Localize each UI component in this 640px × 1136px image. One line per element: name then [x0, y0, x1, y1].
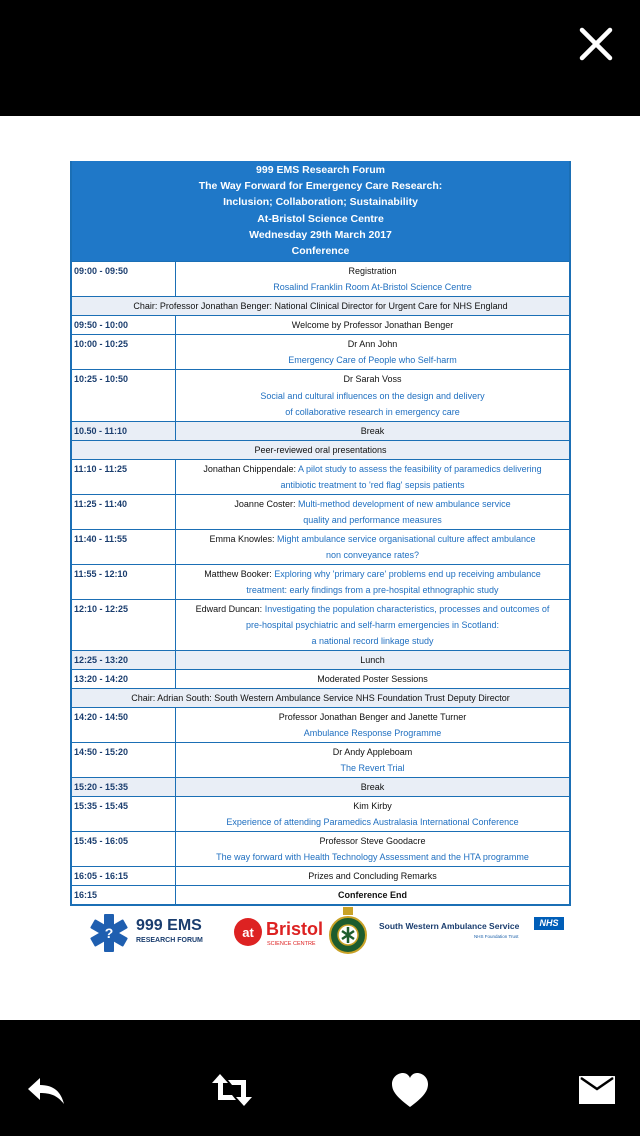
session-line	[180, 388, 565, 404]
session-time: 16:15	[72, 886, 176, 904]
session-details	[176, 670, 569, 688]
session-details	[176, 708, 569, 742]
svg-text:?: ?	[104, 925, 114, 941]
session-line	[180, 798, 565, 814]
table-row	[72, 564, 569, 599]
table-row	[72, 261, 569, 296]
session-time: 12:10 - 12:25	[72, 600, 176, 650]
session-line	[180, 279, 565, 295]
session-subtitle: Ambulance Response Programme	[303, 728, 442, 739]
session-title: Dr Ann John	[347, 339, 398, 350]
session-subtitle: The way forward with Health Technology Assessment and the HTA programme	[216, 852, 529, 863]
session-line	[180, 671, 565, 687]
session-details	[176, 797, 569, 831]
svg-text:at: at	[242, 925, 254, 940]
session-time: 10.50 - 11:10	[72, 422, 176, 440]
session-time: 16:05 - 16:15	[72, 867, 176, 885]
session-line	[180, 317, 565, 333]
session-line	[180, 352, 565, 368]
retweet-icon[interactable]	[210, 1070, 254, 1110]
header-line: Conference	[291, 245, 350, 258]
session-time: 15:20 - 15:35	[72, 778, 176, 796]
bristol-logo-text: Bristol	[266, 919, 324, 939]
session-line	[180, 512, 565, 528]
section-heading: Chair: Adrian South: South Western Ambulance Service NHS Foundation Trust Deputy Director	[131, 693, 510, 704]
session-title: Moderated Poster Sessions	[317, 674, 428, 685]
ems-logo-text: 999 EMS	[136, 917, 202, 934]
speaker-name: non conveyance rates?	[325, 550, 420, 561]
header-line: 999 EMS Research Forum	[256, 164, 385, 176]
section-heading: Peer-reviewed oral presentations	[254, 445, 387, 456]
session-line	[180, 652, 565, 668]
table-row	[72, 459, 569, 494]
session-line	[180, 814, 565, 830]
table-row	[72, 742, 569, 777]
session-title: Break	[360, 426, 385, 437]
at-sign-icon	[233, 917, 265, 947]
session-details	[176, 565, 569, 599]
session-time: 09:50 - 10:00	[72, 316, 176, 334]
session-line	[180, 496, 565, 512]
session-line	[180, 633, 565, 649]
session-details	[176, 778, 569, 796]
session-details	[176, 867, 569, 885]
speaker-name: antibiotic treatment to 'red flag' sepsis patients	[280, 480, 465, 491]
session-line	[180, 336, 565, 352]
ems-research-forum-logo	[86, 913, 216, 953]
session-subtitle: Experience of attending Paramedics Australasia International Conference	[226, 817, 519, 828]
session-details	[176, 335, 569, 369]
session-line	[180, 547, 565, 563]
table-row	[72, 777, 569, 796]
ems-logo-subtext: RESEARCH FORUM	[136, 937, 203, 944]
session-details	[176, 422, 569, 440]
session-details	[176, 651, 569, 669]
session-details	[176, 886, 569, 904]
session-line	[180, 617, 565, 633]
sponsor-logos	[86, 907, 566, 957]
session-details	[176, 316, 569, 334]
session-details	[176, 600, 569, 650]
session-time: 15:45 - 16:05	[72, 832, 176, 866]
session-time: 14:20 - 14:50	[72, 708, 176, 742]
session-subtitle: Emergency Care of People who Self-harm	[288, 355, 457, 366]
speaker-name: Matthew Booker:	[204, 569, 275, 580]
speaker-name: Joanne Coster:	[234, 499, 298, 510]
session-title: Professor Jonathan Benger and Janette Turner	[278, 712, 467, 723]
session-details	[176, 530, 569, 564]
session-details	[176, 370, 569, 421]
table-row	[72, 315, 569, 334]
bristol-logo-subtext: SCIENCE CENTRE	[267, 941, 316, 947]
session-time: 14:50 - 15:20	[72, 743, 176, 777]
top-bar	[0, 0, 640, 116]
session-line	[180, 709, 565, 725]
speaker-name: Emma Knowles:	[209, 534, 278, 545]
section-heading: Chair: Professor Jonathan Benger: National Clinical Director for Urgent Care for NHS England	[133, 301, 508, 312]
session-time: 11:10 - 11:25	[72, 460, 176, 494]
envelope-icon[interactable]	[575, 1070, 619, 1110]
session-time: 10:25 - 10:50	[72, 370, 176, 421]
star-of-life-icon	[86, 913, 132, 953]
session-title: Conference End	[337, 890, 407, 901]
session-time: 10:00 - 10:25	[72, 335, 176, 369]
session-time: 09:00 - 09:50	[72, 262, 176, 296]
programme-header	[72, 161, 569, 261]
action-bar	[0, 1020, 640, 1136]
table-row	[72, 650, 569, 669]
swas-logo-subtext: NHS Foundation Trust	[474, 934, 519, 939]
session-line	[180, 849, 565, 865]
close-icon[interactable]	[574, 22, 618, 66]
session-title: Dr Sarah Voss	[343, 374, 402, 385]
speaker-name: a national record linkage study	[311, 636, 434, 647]
session-line	[180, 887, 565, 903]
image-viewer	[0, 116, 640, 1020]
session-line	[180, 423, 565, 439]
talk-title: Investigating the population characteristics, processes and outcomes of	[264, 604, 550, 615]
session-line	[180, 779, 565, 795]
session-line	[180, 477, 565, 493]
session-line	[180, 868, 565, 884]
session-details	[176, 460, 569, 494]
table-row	[72, 334, 569, 369]
table-row	[72, 440, 569, 459]
table-row	[72, 688, 569, 707]
table-row	[72, 421, 569, 440]
table-row	[72, 885, 569, 904]
session-subtitle: The Revert Trial	[340, 763, 405, 774]
speaker-name: Jonathan Chippendale:	[203, 464, 298, 475]
table-row	[72, 831, 569, 866]
session-details	[176, 262, 569, 296]
session-line	[180, 461, 565, 477]
session-line	[180, 725, 565, 741]
session-line	[180, 833, 565, 849]
header-line: Wednesday 29th March 2017	[249, 228, 392, 241]
table-row	[72, 796, 569, 831]
table-row	[72, 866, 569, 885]
nhs-badge: NHS	[534, 917, 564, 930]
session-title: Kim Kirby	[353, 801, 392, 812]
at-bristol-logo	[233, 917, 325, 951]
session-title: Welcome by Professor Jonathan Benger	[291, 320, 454, 331]
session-title: Professor Steve Goodacre	[319, 836, 426, 847]
conference-programme	[70, 161, 571, 906]
session-line	[180, 582, 565, 598]
session-time: 13:20 - 14:20	[72, 670, 176, 688]
session-time: 11:55 - 12:10	[72, 565, 176, 599]
session-title: Dr Andy Appleboam	[332, 747, 413, 758]
session-details	[176, 495, 569, 529]
session-time: 15:35 - 15:45	[72, 797, 176, 831]
reply-icon[interactable]	[24, 1070, 68, 1110]
speaker-name: Edward Duncan:	[195, 604, 265, 615]
session-line	[180, 601, 565, 617]
talk-title: A pilot study to assess the feasibility of paramedics delivering	[297, 464, 542, 475]
swas-logo-text: South Western Ambulance Service	[379, 921, 520, 931]
table-row	[72, 296, 569, 315]
session-subtitle: Rosalind Franklin Room At-Bristol Science Centre	[273, 282, 472, 293]
session-title: Lunch	[360, 655, 385, 666]
session-line	[180, 566, 565, 582]
session-title: Registration	[348, 266, 397, 277]
speaker-name: treatment: early findings from a pre-hospital ethnographic study	[246, 585, 499, 596]
session-line	[180, 263, 565, 279]
talk-title: Multi-method development of new ambulance service	[297, 499, 511, 510]
session-details	[176, 743, 569, 777]
session-subtitle: of collaborative research in emergency care	[285, 407, 460, 418]
ambulance-crest-icon	[328, 907, 368, 955]
header-line: At-Bristol Science Centre	[257, 212, 384, 225]
south-western-ambulance-logo	[376, 918, 566, 949]
heart-icon[interactable]	[388, 1070, 432, 1110]
programme-table	[72, 261, 569, 904]
session-time: 11:25 - 11:40	[72, 495, 176, 529]
talk-title: Exploring why 'primary care' problems end up receiving ambulance	[274, 569, 541, 580]
talk-title: Might ambulance service organisational culture affect ambulance	[277, 534, 536, 545]
table-row	[72, 369, 569, 421]
table-row	[72, 529, 569, 564]
session-details	[176, 832, 569, 866]
table-row	[72, 707, 569, 742]
speaker-name: quality and performance measures	[303, 515, 442, 526]
table-row	[72, 669, 569, 688]
table-row	[72, 494, 569, 529]
session-time: 11:40 - 11:55	[72, 530, 176, 564]
session-time: 12:25 - 13:20	[72, 651, 176, 669]
speaker-name: pre-hospital psychiatric and self-harm emergencies in Scotland:	[245, 620, 500, 631]
session-line	[180, 531, 565, 547]
session-line	[180, 404, 565, 420]
header-line: The Way Forward for Emergency Care Research:	[198, 180, 443, 193]
session-line	[180, 744, 565, 760]
session-title: Break	[360, 782, 385, 793]
session-title: Prizes and Concluding Remarks	[308, 871, 437, 882]
table-row	[72, 599, 569, 650]
session-line	[180, 760, 565, 776]
header-line: Inclusion; Collaboration; Sustainability	[223, 196, 418, 209]
session-subtitle: Social and cultural influences on the design and delivery	[260, 391, 485, 402]
